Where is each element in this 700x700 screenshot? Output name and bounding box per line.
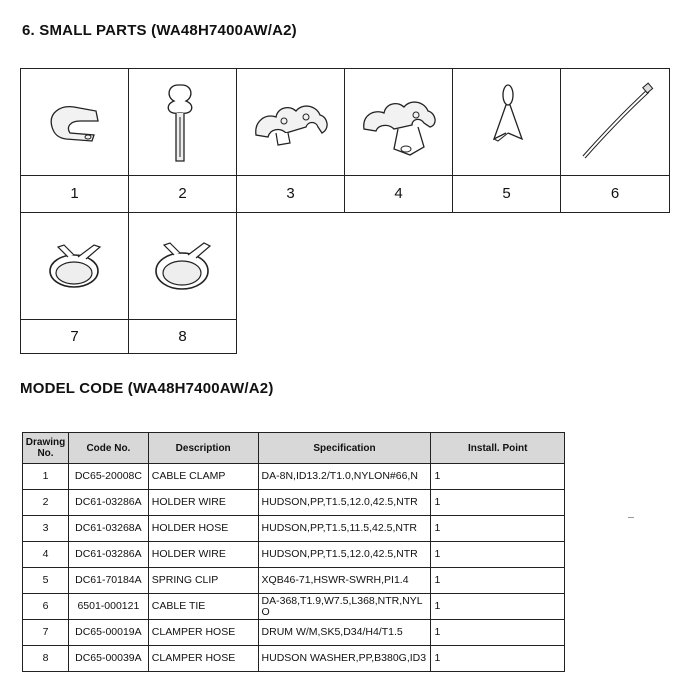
- cell-description: HOLDER HOSE: [148, 516, 258, 542]
- cell-code-no: DC61-03286A: [68, 490, 148, 516]
- cell-install-point: 1: [431, 464, 565, 490]
- cell-description: CABLE CLAMP: [148, 464, 258, 490]
- part-number: 7: [70, 327, 79, 345]
- table-row: [23, 490, 565, 516]
- cell-code-no: DC61-70184A: [68, 568, 148, 594]
- cell-description: CLAMPER HOSE: [148, 646, 258, 672]
- part-cell-4: [344, 68, 453, 213]
- cell-code-no: DC65-20008C: [68, 464, 148, 490]
- part-number: 6: [610, 185, 620, 202]
- part-cell-8: [128, 212, 237, 354]
- cell-description: SPRING CLIP: [148, 568, 258, 594]
- header-specification: Specification: [258, 433, 431, 464]
- cell-description: HOLDER WIRE: [148, 490, 258, 516]
- cell-specification: DA-8N,ID13.2/T1.0,NYLON#66,N: [258, 464, 431, 490]
- parts-drawing-grid: [20, 68, 670, 354]
- header-description: Description: [148, 433, 258, 464]
- part-number: 2: [178, 185, 187, 202]
- table-row: [23, 516, 565, 542]
- cell-install-point: 1: [431, 568, 565, 594]
- cable-tie-icon: [570, 77, 660, 167]
- part-cell-1: [20, 68, 129, 213]
- part-cell-2: [128, 68, 237, 213]
- table-row: [23, 594, 565, 620]
- part-number: 5: [502, 185, 511, 202]
- part-cell-5: [452, 68, 561, 213]
- holder-wire-bracket-icon: [354, 77, 444, 167]
- cell-specification: DRUM W/M,SK5,D34/H4/T1.5: [258, 620, 431, 646]
- cell-specification: XQB46-71,HSWR-SWRH,PI1.4: [258, 568, 431, 594]
- table-row: [23, 542, 565, 568]
- cable-clamp-icon: [30, 77, 120, 167]
- part-number: 1: [70, 185, 79, 202]
- cell-specification: HUDSON,PP,T1.5,11.5,42.5,NTR: [258, 516, 431, 542]
- cell-code-no: 6501-000121: [68, 594, 148, 620]
- parts-table: [22, 432, 565, 672]
- header-code-no: Code No.: [68, 433, 148, 464]
- part-cell-3: [236, 68, 345, 213]
- spring-clip-icon: [462, 77, 552, 167]
- cell-drawing-no: 4: [23, 542, 69, 568]
- cell-install-point: 1: [431, 646, 565, 672]
- cell-code-no: DC61-03268A: [68, 516, 148, 542]
- cell-specification: HUDSON,PP,T1.5,12.0,42.5,NTR: [258, 490, 431, 516]
- stray-mark: [628, 517, 634, 518]
- header-install-point: Install. Point: [431, 433, 565, 464]
- part-number: 3: [286, 185, 295, 202]
- cell-install-point: 1: [431, 594, 565, 620]
- cell-code-no: DC61-03286A: [68, 542, 148, 568]
- cell-install-point: 1: [431, 542, 565, 568]
- cell-drawing-no: 2: [23, 490, 69, 516]
- cell-drawing-no: 5: [23, 568, 69, 594]
- table-row: [23, 568, 565, 594]
- cell-description: CABLE TIE: [148, 594, 258, 620]
- cell-drawing-no: 8: [23, 646, 69, 672]
- cell-specification: DA-368,T1.9,W7.5,L368,NTR,NYLO: [258, 594, 431, 620]
- holder-wire-icon: [138, 77, 228, 167]
- cell-drawing-no: 7: [23, 620, 69, 646]
- cell-code-no: DC65-00019A: [68, 620, 148, 646]
- part-number: 8: [178, 327, 187, 345]
- cell-install-point: 1: [431, 620, 565, 646]
- holder-hose-icon: [246, 77, 336, 167]
- cell-description: CLAMPER HOSE: [148, 620, 258, 646]
- table-header-row: [23, 433, 565, 464]
- model-code-heading: MODEL CODE (WA48H7400AW/A2): [20, 380, 274, 397]
- cell-drawing-no: 1: [23, 464, 69, 490]
- clamper-hose-icon: [30, 221, 120, 311]
- part-cell-7: [20, 212, 129, 354]
- clamper-hose-icon: [138, 221, 228, 311]
- cell-specification: HUDSON,PP,T1.5,12.0,42.5,NTR: [258, 542, 431, 568]
- cell-description: HOLDER WIRE: [148, 542, 258, 568]
- cell-drawing-no: 3: [23, 516, 69, 542]
- cell-drawing-no: 6: [23, 594, 69, 620]
- part-number: 4: [394, 185, 403, 202]
- cell-install-point: 1: [431, 490, 565, 516]
- part-cell-6: [560, 68, 670, 213]
- cell-code-no: DC65-00039A: [68, 646, 148, 672]
- table-row: [23, 646, 565, 672]
- table-row: [23, 620, 565, 646]
- small-parts-heading: 6. SMALL PARTS (WA48H7400AW/A2): [22, 22, 297, 39]
- cell-specification: HUDSON WASHER,PP,B380G,ID3: [258, 646, 431, 672]
- cell-install-point: 1: [431, 516, 565, 542]
- table-row: [23, 464, 565, 490]
- header-drawing-no: Drawing No.: [23, 433, 69, 464]
